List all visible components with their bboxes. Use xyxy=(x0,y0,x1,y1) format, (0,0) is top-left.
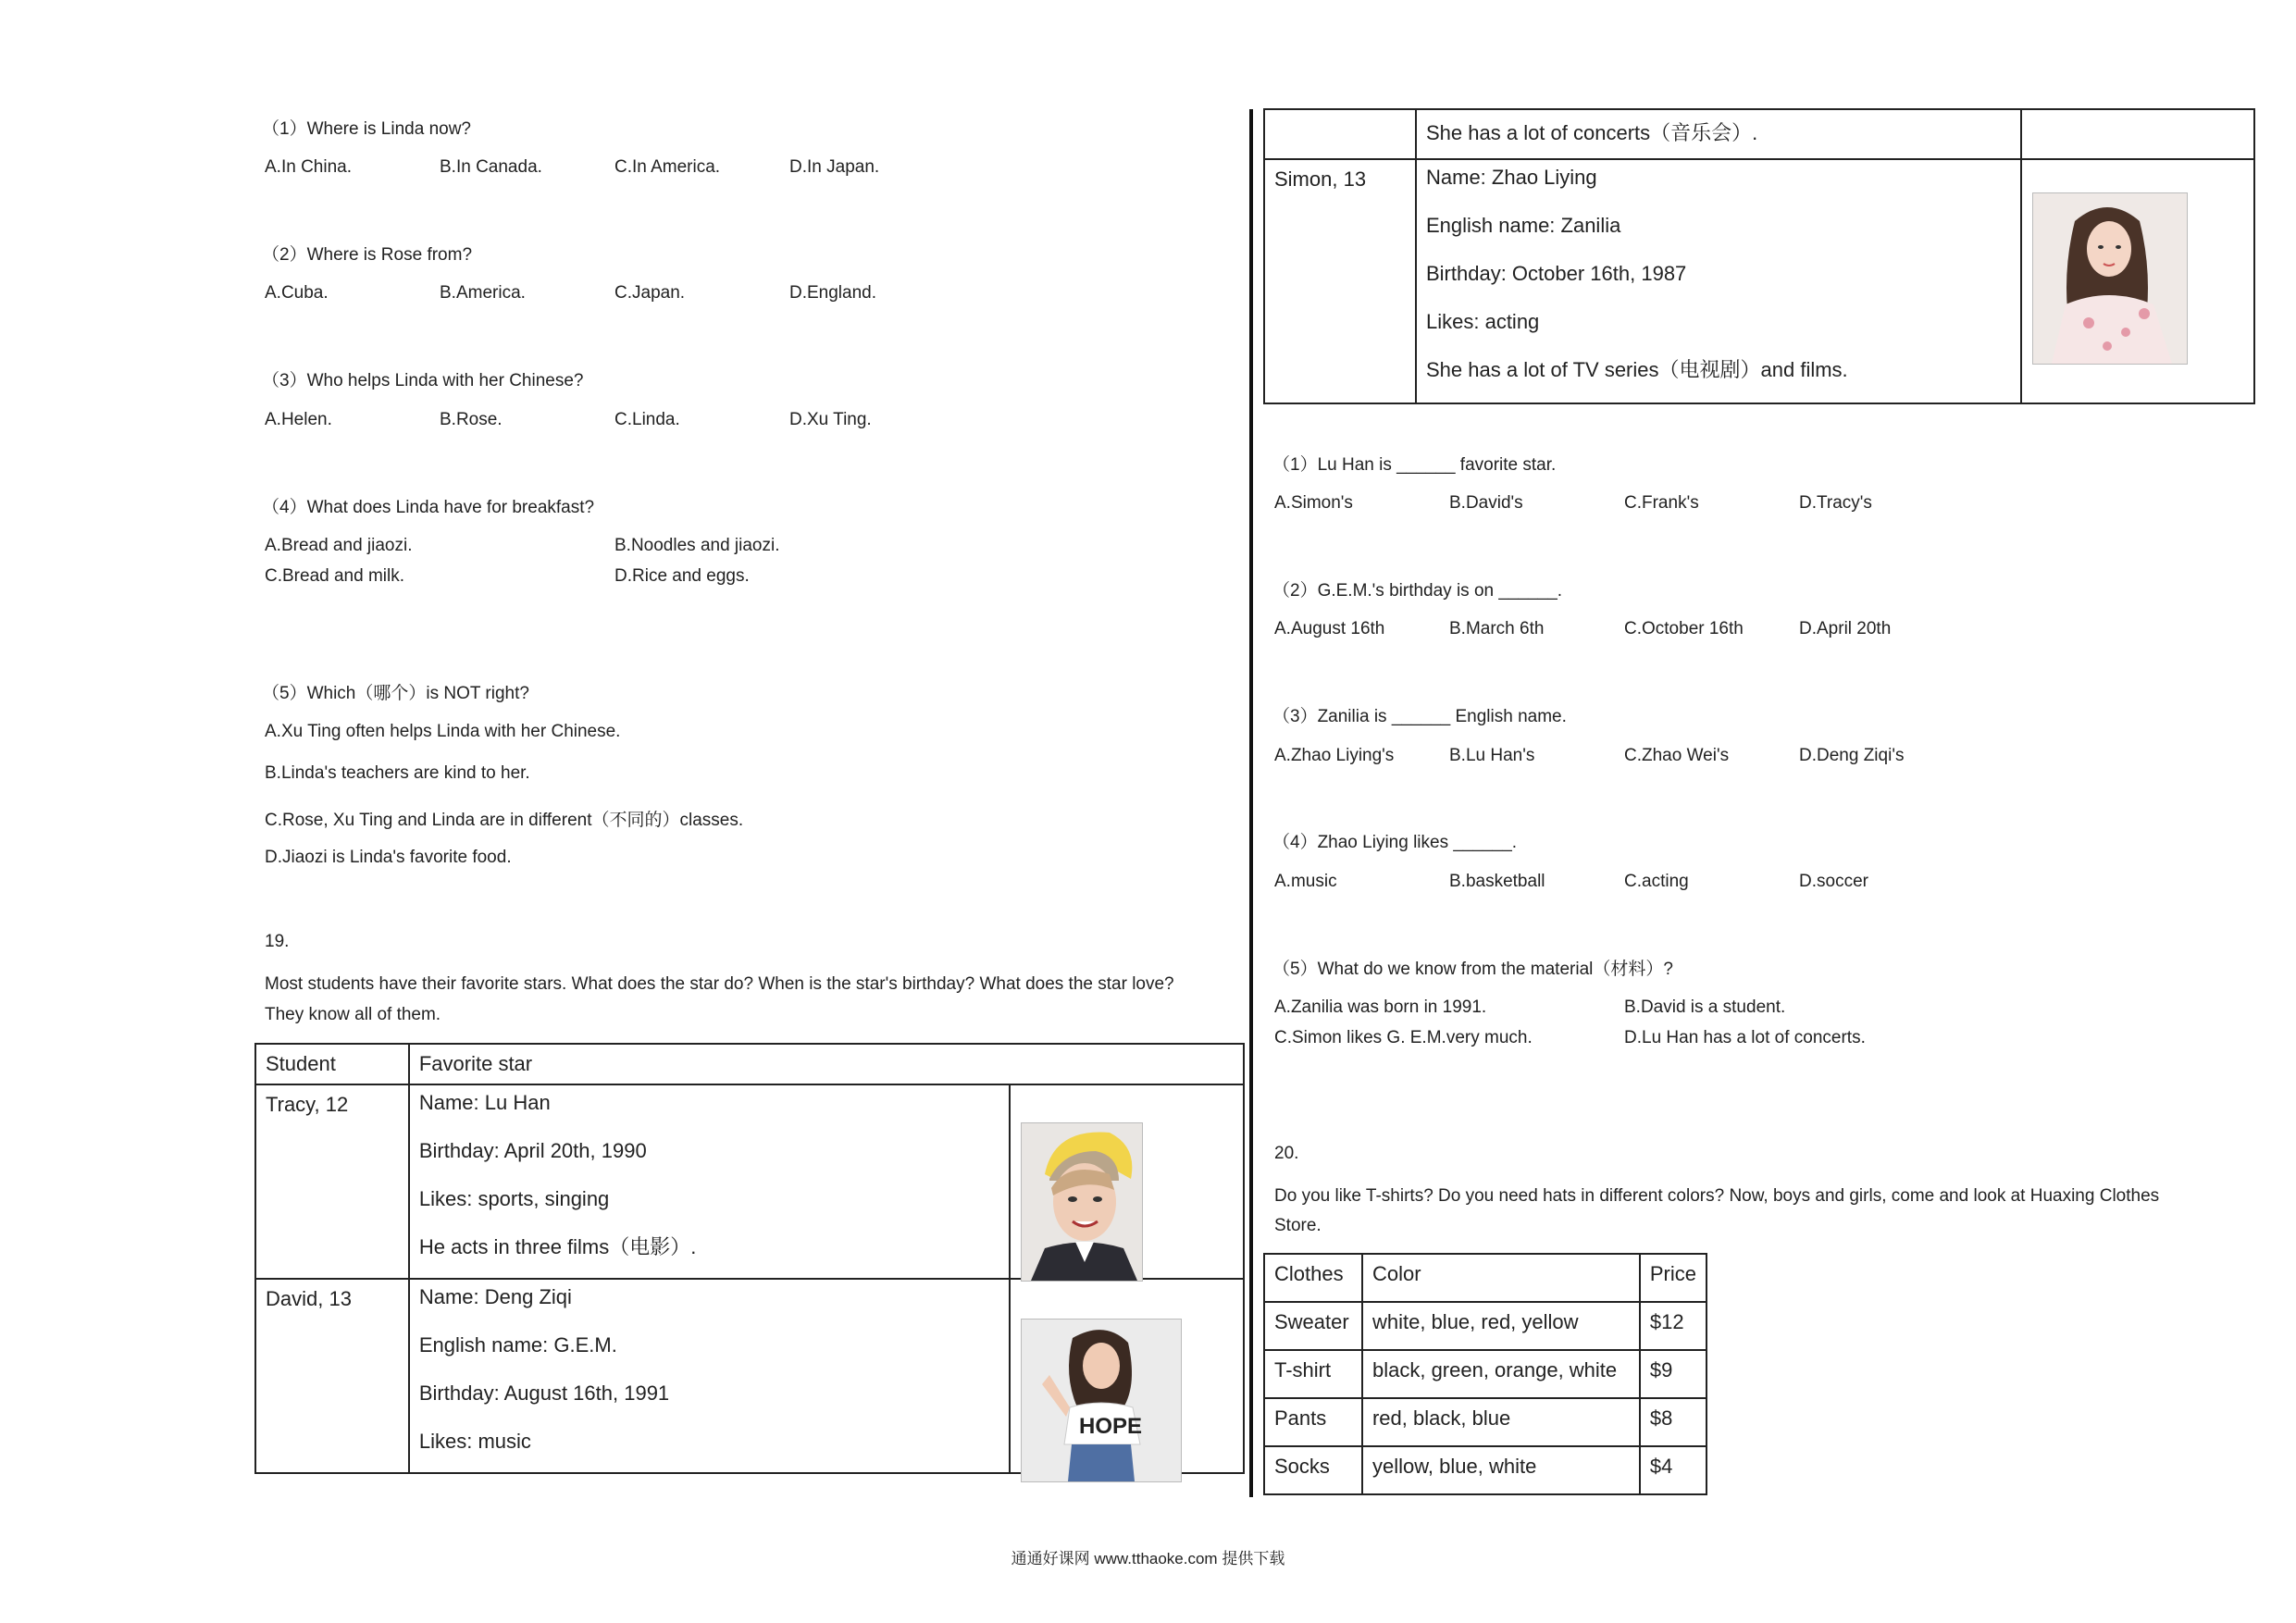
question-stem: （1）Lu Han is ______ favorite star. xyxy=(1272,455,1557,475)
question-stem: （2）G.E.M.'s birthday is on ______. xyxy=(1272,581,1563,601)
option-d[interactable]: D.In Japan. xyxy=(789,157,880,177)
price-cell: $12 xyxy=(1640,1302,1706,1350)
option-b[interactable]: B.Linda's teachers are kind to her. xyxy=(265,763,530,783)
option-a[interactable]: A.August 16th xyxy=(1274,619,1385,638)
star-note: She has a lot of concerts（音乐会）. xyxy=(1416,109,2021,159)
svg-text:HOPE: HOPE xyxy=(1079,1414,1143,1439)
star-birthday: Birthday: October 16th, 1987 xyxy=(1426,262,1687,285)
header-clothes: Clothes xyxy=(1264,1254,1362,1302)
star-birthday: Birthday: April 20th, 1990 xyxy=(418,1139,647,1162)
option-c[interactable]: C.Frank's xyxy=(1624,493,1699,513)
option-c[interactable]: C.Simon likes G. E.M.very much. xyxy=(1274,1028,1533,1047)
option-c[interactable]: C.Zhao Wei's xyxy=(1624,746,1730,765)
star-note: She has a lot of TV series（电视剧）and films. xyxy=(1426,358,1848,381)
deng-ziqi-photo xyxy=(1021,1319,1182,1482)
star-english-name: English name: G.E.M. xyxy=(418,1333,617,1357)
option-c[interactable]: C.Bread and milk. xyxy=(265,566,405,586)
option-b[interactable]: B.Lu Han's xyxy=(1449,746,1535,765)
star-birthday: Birthday: August 16th, 1991 xyxy=(418,1381,670,1405)
option-c[interactable]: C.Rose, Xu Ting and Linda are in different（不同的）classes. xyxy=(265,811,744,830)
option-b[interactable]: B.David is a student. xyxy=(1624,997,1786,1017)
price-cell: $4 xyxy=(1640,1446,1706,1494)
table-header-row xyxy=(1264,1254,1706,1302)
option-b[interactable]: B.David's xyxy=(1449,493,1523,513)
option-c[interactable]: C.In America. xyxy=(614,157,721,177)
header-favorite-star: Favorite star xyxy=(409,1044,1244,1084)
star-likes: Likes: music xyxy=(418,1430,531,1453)
header-student: Student xyxy=(255,1044,409,1084)
passage-20-intro: Do you like T-shirts? Do you need hats in different colors? Now, boys and girls, come and look at Huaxing Clothes xyxy=(1274,1186,2160,1206)
option-a[interactable]: A.Zanilia was born in 1991. xyxy=(1274,997,1487,1017)
header-price: Price xyxy=(1640,1254,1706,1302)
passage-20-intro-cont: Store. xyxy=(1274,1216,1322,1235)
option-a[interactable]: A.Simon's xyxy=(1274,493,1353,513)
option-d[interactable]: D.soccer xyxy=(1799,872,1868,891)
price-cell: $9 xyxy=(1640,1350,1706,1398)
option-b[interactable]: B.In Canada. xyxy=(440,157,542,177)
question-stem: （1）Where is Linda now? xyxy=(262,119,471,139)
student-cell: David, 13 xyxy=(255,1279,409,1473)
star-likes: Likes: sports, singing xyxy=(418,1187,610,1210)
question-stem: （2）Where is Rose from? xyxy=(262,245,473,265)
price-cell: $8 xyxy=(1640,1398,1706,1446)
table-header-row xyxy=(255,1044,1244,1084)
option-d[interactable]: D.Xu Ting. xyxy=(789,410,872,429)
option-c[interactable]: C.Linda. xyxy=(614,410,680,429)
question-stem: （3）Who helps Linda with her Chinese? xyxy=(262,371,584,390)
option-a[interactable]: A.music xyxy=(1274,872,1337,891)
column-divider xyxy=(1249,109,1253,1497)
passage-19-intro: Most students have their favorite stars. What does the star do? When is the star's birthday? What does the star love? xyxy=(265,974,1174,994)
table-row xyxy=(1264,1398,1706,1446)
clothes-cell: T-shirt xyxy=(1264,1350,1362,1398)
question-stem: （3）Zanilia is ______ English name. xyxy=(1272,707,1567,726)
question-stem: （5）What do we know from the material（材料）? xyxy=(1272,960,1673,979)
clothes-cell: Pants xyxy=(1264,1398,1362,1446)
star-english-name: English name: Zanilia xyxy=(1426,214,1621,237)
option-a[interactable]: A.Cuba. xyxy=(265,283,329,303)
table-row xyxy=(1264,1446,1706,1494)
option-d[interactable]: D.Lu Han has a lot of concerts. xyxy=(1624,1028,1866,1047)
option-b[interactable]: B.Rose. xyxy=(440,410,503,429)
zhao-liying-photo xyxy=(2032,192,2188,365)
option-b[interactable]: B.March 6th xyxy=(1449,619,1545,638)
option-d[interactable]: D.Jiaozi is Linda's favorite food. xyxy=(265,848,512,867)
option-a[interactable]: A.In China. xyxy=(265,157,352,177)
option-b[interactable]: B.America. xyxy=(440,283,526,303)
clothes-cell: Socks xyxy=(1264,1446,1362,1494)
student-cell: Tracy, 12 xyxy=(255,1084,409,1279)
student-cell xyxy=(1264,109,1416,159)
clothes-price-table xyxy=(1263,1253,1707,1495)
option-b[interactable]: B.Noodles and jiaozi. xyxy=(614,536,780,555)
color-cell: yellow, blue, white xyxy=(1362,1446,1640,1494)
color-cell: black, green, orange, white xyxy=(1362,1350,1640,1398)
option-a[interactable]: A.Helen. xyxy=(265,410,332,429)
color-cell: red, black, blue xyxy=(1362,1398,1640,1446)
passage-20-number: 20. xyxy=(1274,1144,1299,1163)
question-stem: （5）Which（哪个）is NOT right? xyxy=(262,684,529,703)
star-name: Name: Lu Han xyxy=(418,1091,551,1114)
option-d[interactable]: D.Tracy's xyxy=(1799,493,1872,513)
photo-cell xyxy=(2021,109,2254,159)
table-row xyxy=(1264,1350,1706,1398)
lu-han-photo xyxy=(1021,1122,1143,1282)
question-stem: （4）Zhao Liying likes ______. xyxy=(1272,833,1518,852)
option-c[interactable]: C.Japan. xyxy=(614,283,686,303)
option-d[interactable]: D.England. xyxy=(789,283,877,303)
option-c[interactable]: C.acting xyxy=(1624,872,1689,891)
header-color: Color xyxy=(1362,1254,1640,1302)
option-d[interactable]: D.April 20th xyxy=(1799,619,1892,638)
option-b[interactable]: B.basketball xyxy=(1449,872,1545,891)
question-stem: （4）What does Linda have for breakfast? xyxy=(262,498,595,517)
option-d[interactable]: D.Deng Ziqi's xyxy=(1799,746,1905,765)
page-footer: 通通好课网 www.tthaoke.com 提供下载 xyxy=(1011,1550,1285,1567)
student-cell: Simon, 13 xyxy=(1264,159,1416,403)
option-a[interactable]: A.Xu Ting often helps Linda with her Chinese. xyxy=(265,722,621,741)
option-d[interactable]: D.Rice and eggs. xyxy=(614,566,750,586)
color-cell: white, blue, red, yellow xyxy=(1362,1302,1640,1350)
star-name: Name: Deng Ziqi xyxy=(418,1285,572,1308)
table-row xyxy=(1264,109,2254,159)
option-a[interactable]: A.Zhao Liying's xyxy=(1274,746,1395,765)
passage-19-number: 19. xyxy=(265,932,290,951)
option-c[interactable]: C.October 16th xyxy=(1624,619,1744,638)
table-row xyxy=(1264,1302,1706,1350)
option-a[interactable]: A.Bread and jiaozi. xyxy=(265,536,413,555)
star-note: He acts in three films（电影）. xyxy=(418,1235,697,1258)
star-name: Name: Zhao Liying xyxy=(1426,166,1597,189)
star-likes: Likes: acting xyxy=(1426,310,1540,333)
passage-19-intro-cont: They know all of them. xyxy=(265,1005,441,1024)
clothes-cell: Sweater xyxy=(1264,1302,1362,1350)
